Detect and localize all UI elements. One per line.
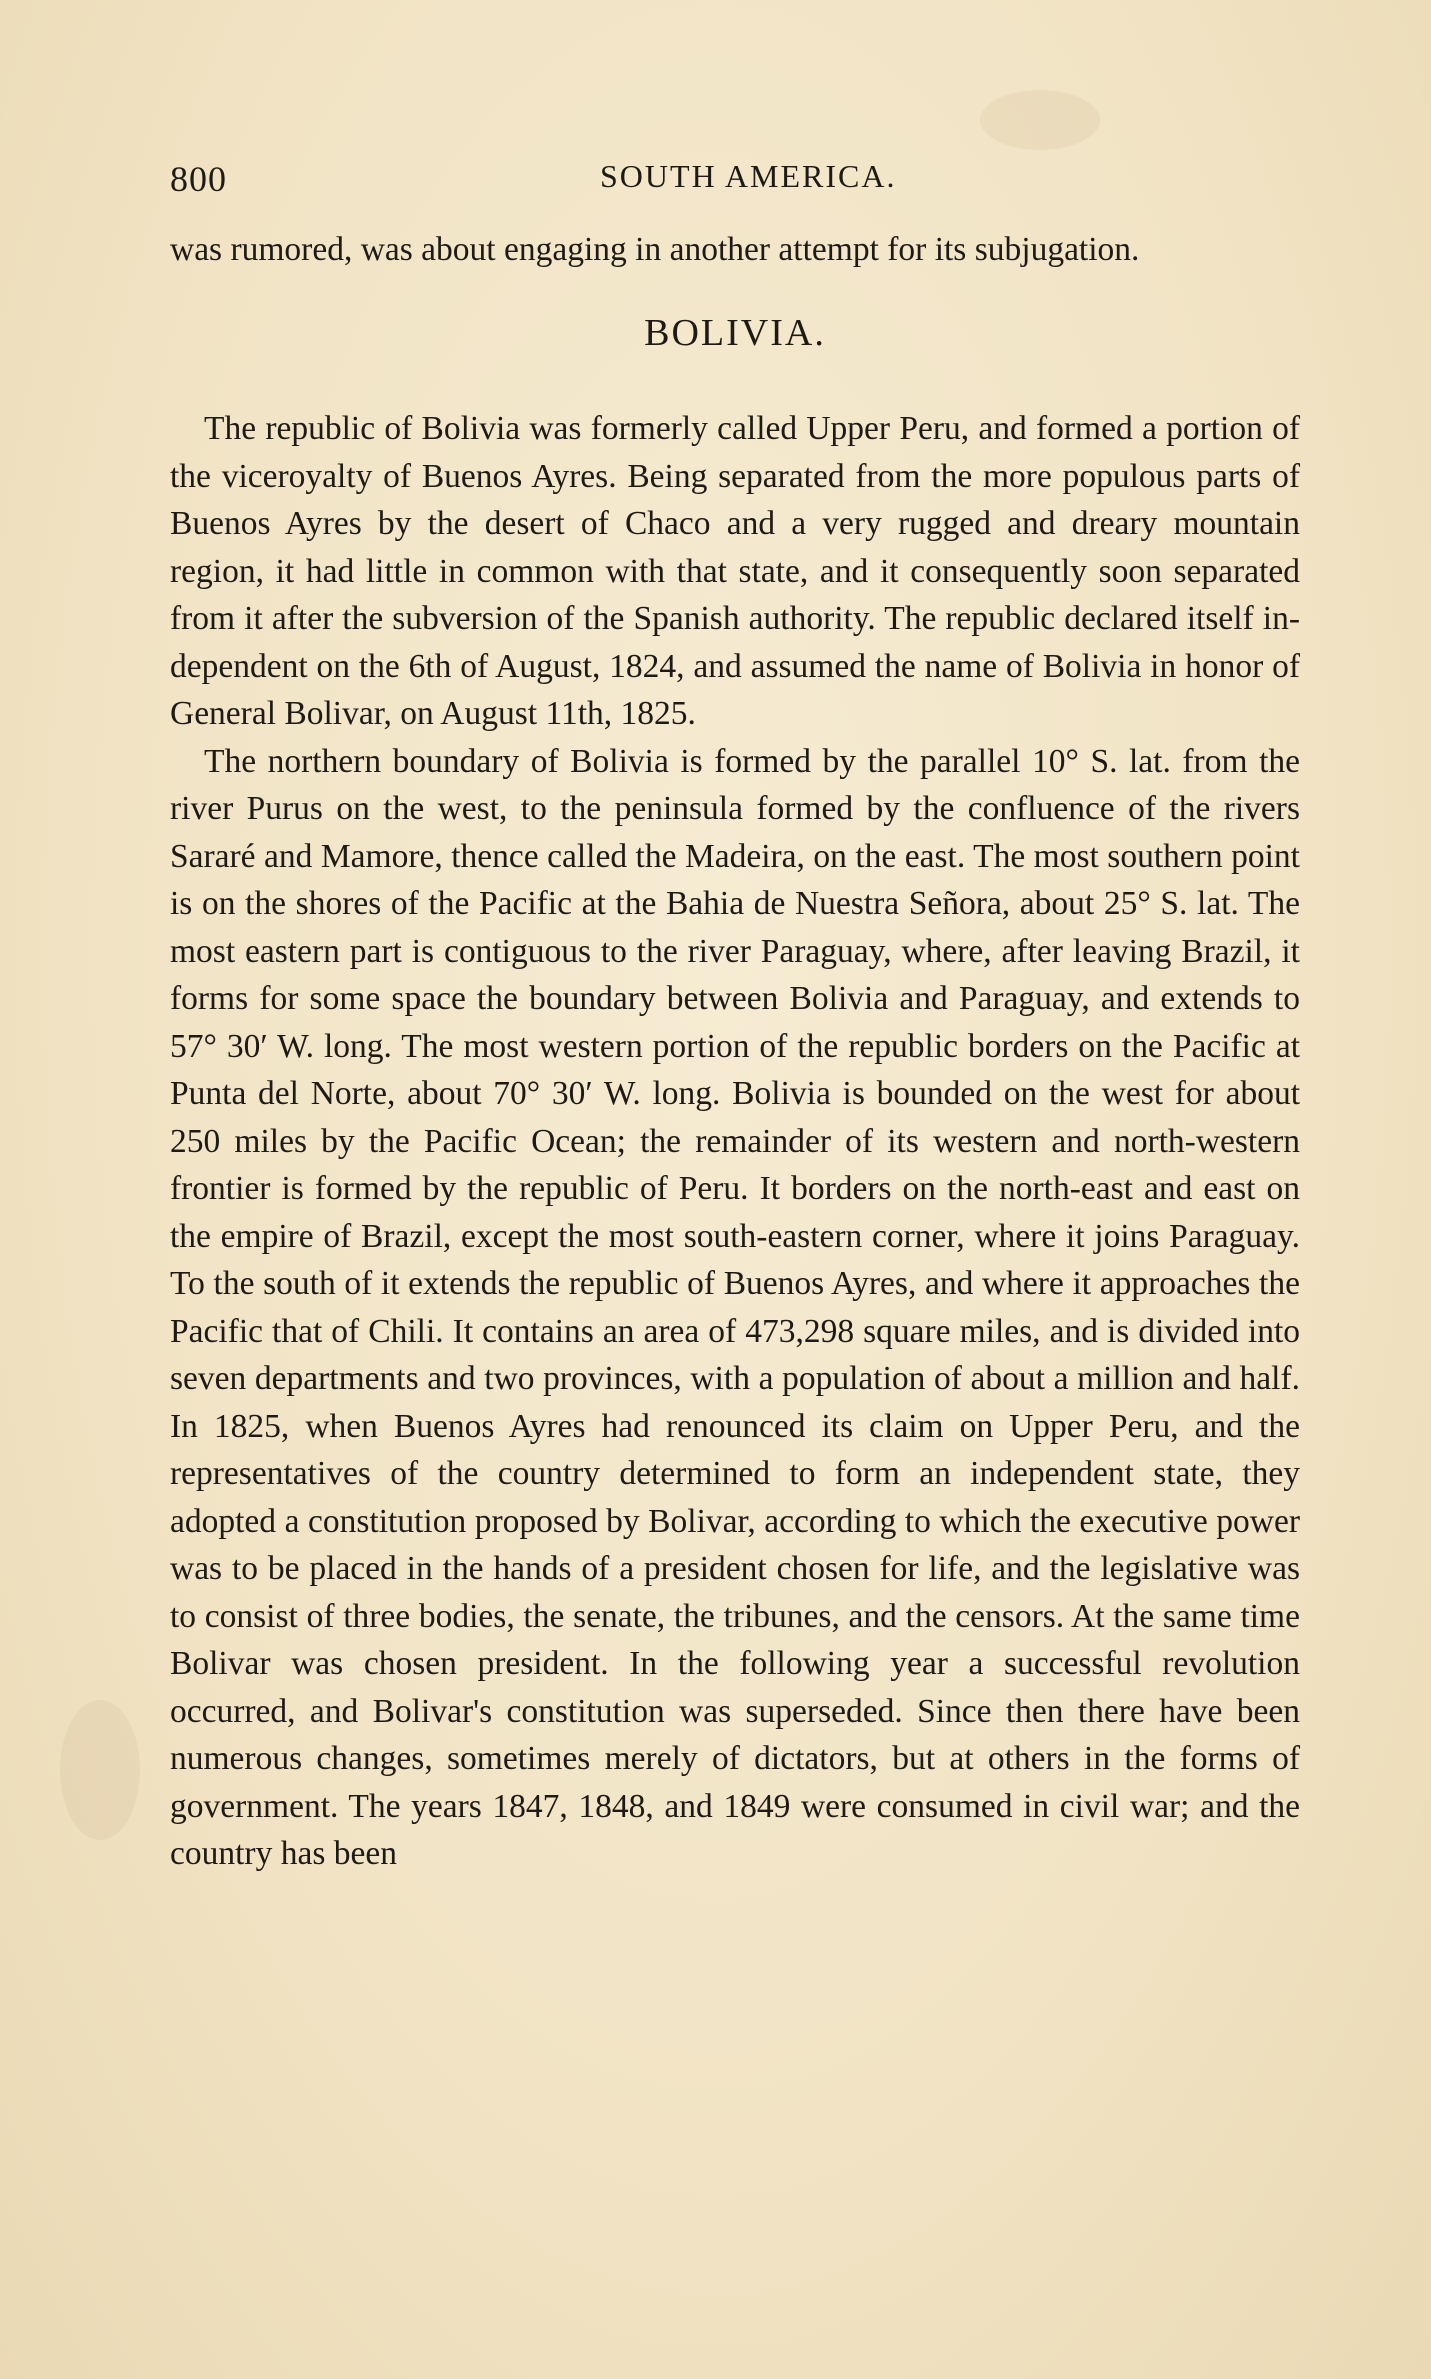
paragraph: The northern boundary of Bolivia is formed by the parallel 10° S. lat. from the river Purus on the west, to the peninsula formed by the confluence of the rivers Sararé and Mamore, thence called the Madeira, on the east. The most southern point is on the shores of the Pacific at the Bahia de Nuestra Señora, about 25° S. lat. The most eastern part is contiguous to the river Paraguay, where, after leaving Brazil, it forms for some space the boundary between Bolivia and Paraguay, and extends to 57° 30′ W. long. The most western portion of the republic borders on the Pacific at Punta del Norte, about 70° 30′ W. long. Bolivia is bounded on the west for about 250 miles by the Pacific Ocean; the remainder of its western and north-western frontier is formed by the republic of Peru. It borders on the north-east and east on the empire of Brazil, except the most south-eastern corner, where it joins Paraguay. To the south of it extends the republic of Buenos Ayres, and where it approaches the Pacific that of Chili. It contains an area of 473,298 square miles, and is divided into seven departments and two provinces, with a population of about a million and half. In 1825, when Buenos Ayres had renounced its claim on Upper Peru, and the representatives of the country determined to form an independent state, they adopted a constitution proposed by Bolivar, according to which the executive power was to be placed in the hands of a president chosen for life, and the legislative was to consist of three bodies, the senate, the tribunes, and the censors. At the same time Bolivar was chosen president. In the following year a successful revolution occurred, and Bolivar's constitution was superseded. Since then there have been numerous changes, sometimes merely of dictators, but at others in the forms of government. The years 1847, 1848, and 1849 were consumed in civil war; and the country has been [170, 742, 1300, 1872]
paragraph: The republic of Bolivia was formerly called Upper Peru, and formed a portion of the viceroyalty of Buenos Ayres. Being separated from the more populous parts of Buenos Ayres by the desert of Chaco and a very rugged and dreary mountain region, it had little in common with that state, and it consequently soon separated from it after the subversion of the Spanish authority. The republic declared itself independent on the 6th of August, 1824, and assumed the name of Bolivia in honor of General Bolivar, on August 11th, 1825. [170, 410, 1300, 732]
body-text [170, 226, 1300, 1878]
running-head: SOUTH AMERICA. [600, 158, 897, 194]
paper-stain [980, 90, 1100, 150]
page-header [170, 158, 1300, 208]
paper-stain [60, 1700, 140, 1840]
page-number: 800 [170, 159, 227, 199]
section-title: BOLIVIA. [644, 311, 826, 354]
continuation-paragraph: was rumored, was about engaging in another attempt for its subjugation. [170, 231, 1140, 268]
